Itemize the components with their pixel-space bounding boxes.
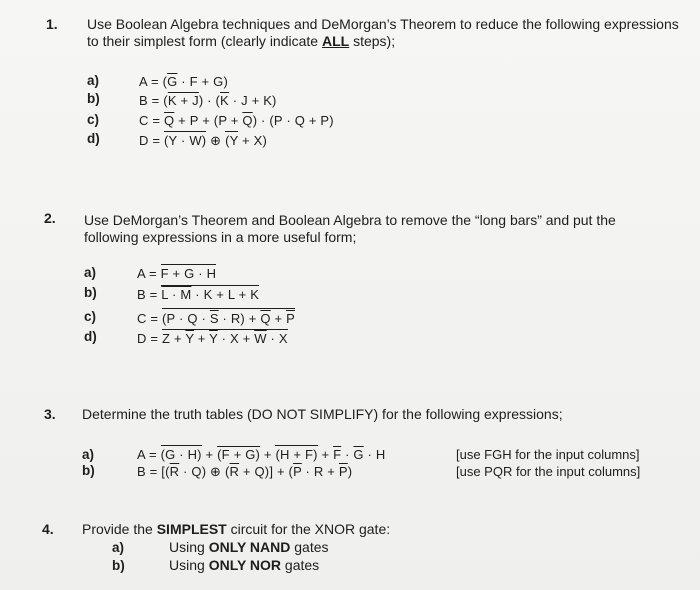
q4-number: 4. [42,521,54,537]
q4-label-a: a) [112,540,125,555]
q2-expr-c: $C = (P \cdot Q \cdot \overline{S} \cdot R) + \overline{Q} + \overline{P}$ [137,311,295,326]
q1-expr-b: $B = (K + J) \cdot (\overline{K} \cdot J + K)$ [139,93,277,108]
q1-expr-a: $A = (\overline{G} \cdot F + G)$ [139,74,228,89]
q1-label-a: a) [87,73,100,88]
q2-prompt-line2: following expressions in a more useful form; [84,229,357,245]
q4-item-b: Using ONLY NOR gates [169,557,320,573]
q1-prompt [87,16,687,50]
q3-expr-a: $A = (G \cdot H) + (F + G) + (H + F) + \overline{F} \cdot \overline{G} \cdot H$ [137,447,386,462]
q4-item-a: Using ONLY NAND gates [169,539,329,555]
q1-label-c: c) [87,112,100,127]
q2-expr-d: $D = Z + \overline{Y} + \overline{Y} \cdot X + \overline{W} \cdot X$ [137,331,288,346]
q1-prompt-line2: to their simplest form (clearly indicate ALL steps); [87,33,396,49]
q2-label-a: a) [84,265,97,280]
q1-expr-c: $C = \overline{Q} + P + (P + \overline{Q}) \cdot (P \cdot Q + P)$ [139,113,334,128]
q1-expr-d: D = (Y · W) ⊕ (Y + X) [139,133,268,148]
q2-prompt-line1: Use DeMorgan’s Theorem and Boolean Algebra to remove the “long bars” and put the [84,212,616,228]
q2-label-c: c) [84,309,97,324]
q2-label-b: b) [84,285,97,300]
q3-note-a: [use FGH for the input columns] [456,447,640,462]
q2-number: 2. [44,210,56,226]
q1-label-d: d) [87,131,100,146]
q3-expr-b: $B = [(\overline{R} \cdot Q)$ ⊕ $(\overline{R} + Q)] + (\overline{P} \cdot R + \overline{P})$ [137,464,353,479]
q3-label-a: a) [82,447,95,462]
q2-prompt [84,212,684,246]
q2-label-d: d) [84,329,97,344]
q3-prompt: Determine the truth tables (DO NOT SIMPLIFY) for the following expressions; [82,406,563,422]
q3-note-b: [use PQR for the input columns] [456,464,641,479]
q3-label-b: b) [82,463,95,478]
q1-number: 1. [46,16,58,32]
q1-label-b: b) [87,91,100,106]
q1-prompt-line1: Use Boolean Algebra techniques and DeMorgan’s Theorem to reduce the following expressions [87,16,679,32]
q4-prompt: Provide the SIMPLEST circuit for the XNOR gate: [82,521,391,537]
q3-number: 3. [44,406,56,422]
q4-label-b: b) [112,558,125,573]
q2-expr-a: A = F + G · H [137,266,217,281]
q2-expr-b: B = L · M · K + L + K [137,287,260,302]
